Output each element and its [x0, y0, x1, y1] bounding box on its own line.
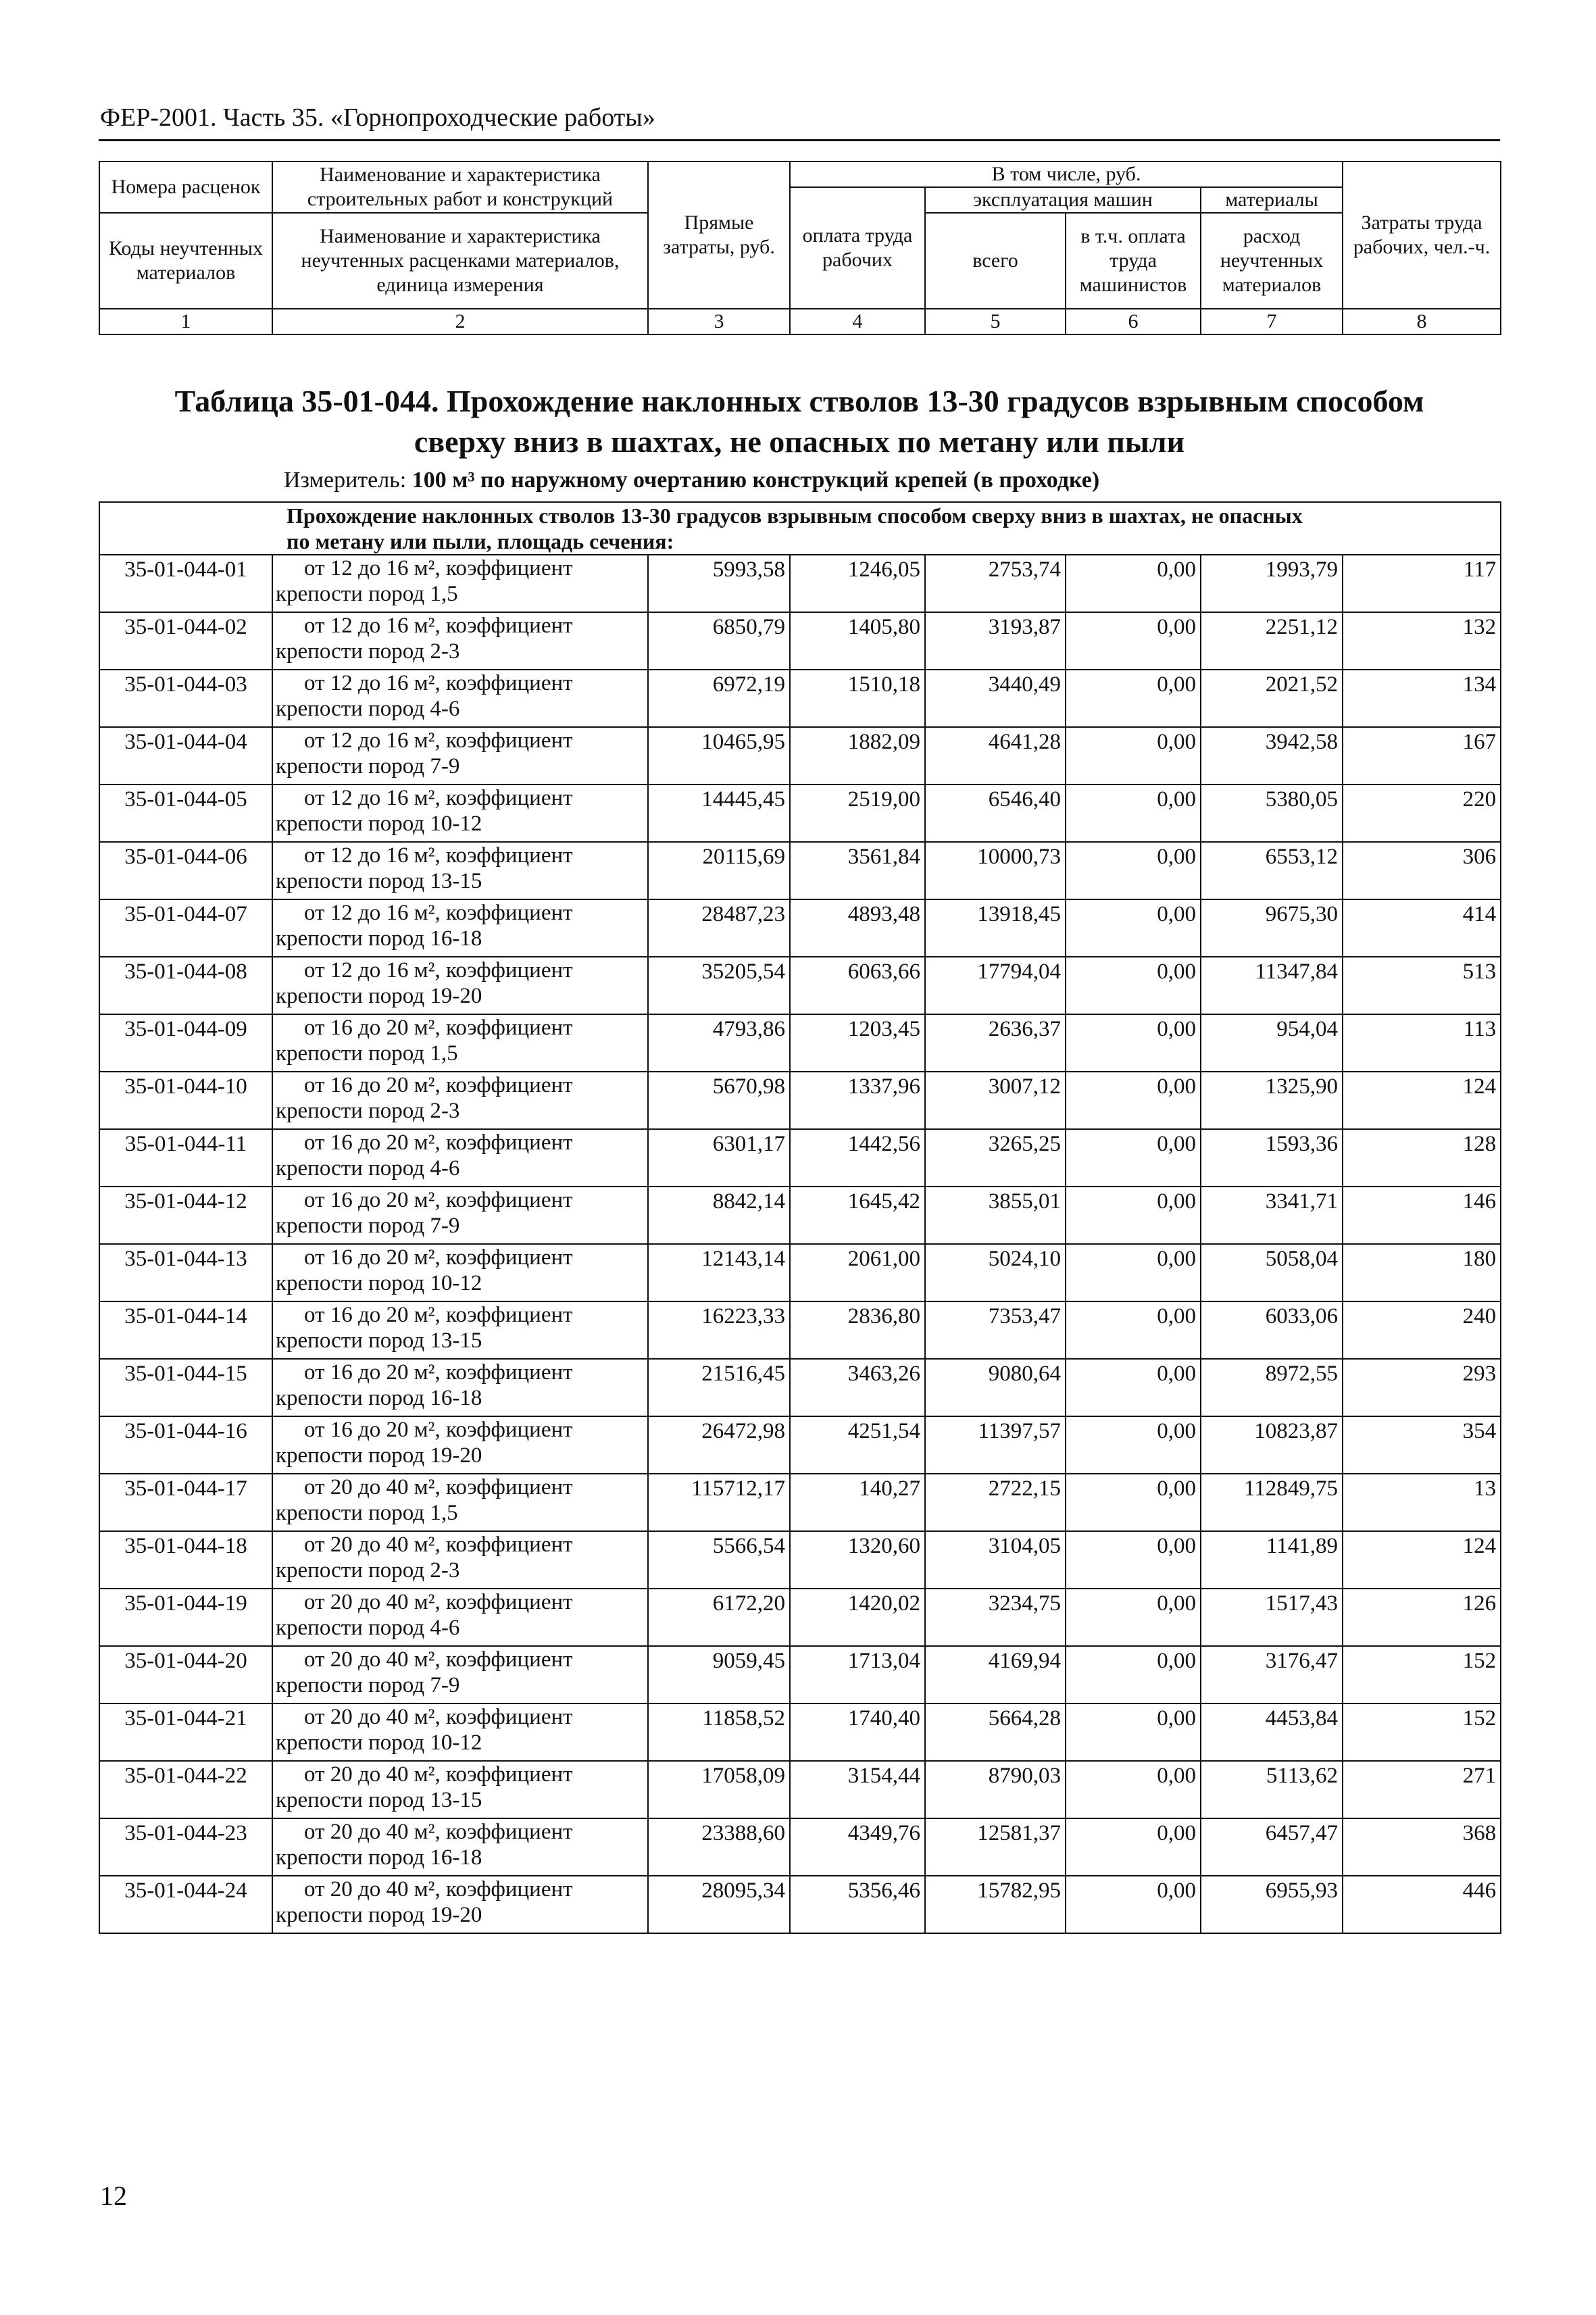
cell-labor: 180	[1343, 1244, 1501, 1301]
table-row	[99, 1072, 1501, 1129]
rate-description	[272, 1876, 648, 1933]
cell-materials: 6457,47	[1201, 1818, 1343, 1876]
table-row	[99, 1646, 1501, 1703]
rate-description	[272, 670, 648, 727]
rate-description-line: от 16 до 20 м², коэффициент	[304, 1303, 573, 1327]
cell-machines: 5024,10	[925, 1244, 1066, 1301]
table-title-line: сверху вниз в шахтах, не опасных по метану или пыли	[414, 424, 1185, 459]
cell-direct: 20115,69	[648, 842, 790, 899]
cell-machines: 3440,49	[925, 670, 1066, 727]
cell-direct: 11858,52	[648, 1703, 790, 1761]
cell-machinist: 0,00	[1066, 1818, 1201, 1876]
rate-description-line: от 12 до 16 м², коэффициент	[304, 556, 573, 580]
rate-description-line: крепости пород 13-15	[276, 869, 482, 893]
table-row	[99, 1876, 1501, 1933]
rate-description-line: от 16 до 20 м², коэффициент	[304, 1073, 573, 1097]
table-row	[99, 612, 1501, 670]
cell-machinist: 0,00	[1066, 1876, 1201, 1933]
cell-machinist: 0,00	[1066, 555, 1201, 612]
rate-description	[272, 1474, 648, 1531]
cell-labor: 152	[1343, 1646, 1501, 1703]
cell-labor: 368	[1343, 1818, 1501, 1876]
cell-machinist: 0,00	[1066, 727, 1201, 785]
header-rule	[99, 139, 1500, 141]
cell-wages: 3463,26	[790, 1359, 925, 1416]
rate-code: 35-01-044-03	[99, 670, 272, 727]
table-row	[99, 1244, 1501, 1301]
cell-materials: 6033,06	[1201, 1301, 1343, 1359]
rate-description-line: крепости пород 16-18	[276, 926, 482, 951]
cell-wages: 3154,44	[790, 1761, 925, 1818]
col-number: 2	[272, 309, 648, 334]
table-row	[99, 727, 1501, 785]
rate-description-line: от 20 до 40 м², коэффициент	[304, 1705, 573, 1729]
cell-labor: 513	[1343, 957, 1501, 1014]
cell-machinist: 0,00	[1066, 1014, 1201, 1072]
cell-direct: 4793,86	[648, 1014, 790, 1072]
rate-description-line: крепости пород 4-6	[276, 1156, 460, 1180]
header-name-top: Наименование и характеристика строительных работ и конструкций	[272, 161, 648, 213]
cell-machinist: 0,00	[1066, 957, 1201, 1014]
rate-description	[272, 957, 648, 1014]
page-number: 12	[100, 2181, 127, 2211]
rate-description-line: от 16 до 20 м², коэффициент	[304, 1360, 573, 1385]
cell-machines: 11397,57	[925, 1416, 1066, 1474]
cell-wages: 6063,66	[790, 957, 925, 1014]
rate-description-line: крепости пород 1,5	[276, 1041, 458, 1066]
rate-code: 35-01-044-14	[99, 1301, 272, 1359]
cell-machines: 8790,03	[925, 1761, 1066, 1818]
cell-labor: 124	[1343, 1072, 1501, 1129]
cell-labor: 293	[1343, 1359, 1501, 1416]
cell-wages: 1320,60	[790, 1531, 925, 1589]
cell-machines: 3855,01	[925, 1187, 1066, 1244]
rate-code: 35-01-044-19	[99, 1589, 272, 1646]
cell-materials: 3176,47	[1201, 1646, 1343, 1703]
rate-description-line: крепости пород 7-9	[276, 1673, 460, 1697]
cell-wages: 140,27	[790, 1474, 925, 1531]
cell-machinist: 0,00	[1066, 1301, 1201, 1359]
table-row	[99, 1129, 1501, 1187]
rate-description	[272, 1244, 648, 1301]
rate-code: 35-01-044-16	[99, 1416, 272, 1474]
rate-code: 35-01-044-12	[99, 1187, 272, 1244]
cell-direct: 17058,09	[648, 1761, 790, 1818]
rate-description	[272, 1818, 648, 1876]
col-number: 7	[1201, 309, 1343, 334]
cell-materials: 5058,04	[1201, 1244, 1343, 1301]
cell-labor: 220	[1343, 785, 1501, 842]
cell-machinist: 0,00	[1066, 1474, 1201, 1531]
rate-description	[272, 1129, 648, 1187]
cell-machines: 5664,28	[925, 1703, 1066, 1761]
cell-wages: 1442,56	[790, 1129, 925, 1187]
header-materials: материалы	[1201, 187, 1343, 213]
cell-labor: 113	[1343, 1014, 1501, 1072]
cell-wages: 1246,05	[790, 555, 925, 612]
cell-machines: 12581,37	[925, 1818, 1066, 1876]
rate-description	[272, 612, 648, 670]
rate-description-line: от 20 до 40 м², коэффициент	[304, 1820, 573, 1844]
rate-code: 35-01-044-20	[99, 1646, 272, 1703]
rate-code: 35-01-044-02	[99, 612, 272, 670]
rate-description-line: крепости пород 2-3	[276, 1099, 460, 1123]
table-row	[99, 555, 1501, 612]
col-number: 4	[790, 309, 925, 334]
section-heading-line: по метану или пыли, площадь сечения:	[286, 529, 674, 553]
table-row	[99, 1416, 1501, 1474]
header-code-top: Номера расценок	[99, 161, 272, 213]
rates-table	[99, 501, 1501, 1934]
rate-description-line: крепости пород 1,5	[276, 1501, 458, 1525]
table-row	[99, 1014, 1501, 1072]
rate-code: 35-01-044-04	[99, 727, 272, 785]
cell-labor: 134	[1343, 670, 1501, 727]
cell-machinist: 0,00	[1066, 670, 1201, 727]
rate-description-line: крепости пород 19-20	[276, 1443, 482, 1468]
rate-description-line: от 12 до 16 м², коэффициент	[304, 786, 573, 810]
section-heading-line: Прохождение наклонных стволов 13-30 градусов взрывным способом сверху вниз в шахтах, не опасных	[286, 503, 1303, 528]
cell-labor: 167	[1343, 727, 1501, 785]
rate-description-line: крепости пород 2-3	[276, 1558, 460, 1583]
table-row	[99, 1359, 1501, 1416]
header-materials-sub: расход неучтенных материалов	[1201, 213, 1343, 309]
meter-value: 100 м³ по наружному очертанию конструкций крепей (в проходке)	[412, 468, 1100, 493]
cell-materials: 5113,62	[1201, 1761, 1343, 1818]
rate-description	[272, 1301, 648, 1359]
header-name-bottom: Наименование и характеристика неучтенных расценками материалов, единица измерения	[272, 213, 648, 309]
rate-code: 35-01-044-23	[99, 1818, 272, 1876]
cell-machinist: 0,00	[1066, 1531, 1201, 1589]
meter-line	[284, 468, 1099, 493]
rate-description-line: от 16 до 20 м², коэффициент	[304, 1188, 573, 1212]
running-head: ФЕР-2001. Часть 35. «Горнопроходческие работы»	[100, 103, 655, 132]
cell-materials: 1141,89	[1201, 1531, 1343, 1589]
cell-labor: 117	[1343, 555, 1501, 612]
cell-labor: 146	[1343, 1187, 1501, 1244]
cell-wages: 1337,96	[790, 1072, 925, 1129]
rate-description	[272, 1359, 648, 1416]
cell-direct: 21516,45	[648, 1359, 790, 1416]
rate-code: 35-01-044-22	[99, 1761, 272, 1818]
header-wages: оплата труда рабочих	[790, 187, 925, 309]
cell-materials: 2021,52	[1201, 670, 1343, 727]
rate-description-line: от 20 до 40 м², коэффициент	[304, 1762, 573, 1787]
col-number: 6	[1066, 309, 1201, 334]
table-title	[99, 381, 1500, 462]
cell-machinist: 0,00	[1066, 1703, 1201, 1761]
rate-description-line: от 12 до 16 м², коэффициент	[304, 958, 573, 982]
cell-labor: 124	[1343, 1531, 1501, 1589]
cell-direct: 5670,98	[648, 1072, 790, 1129]
rate-description-line: от 12 до 16 м², коэффициент	[304, 671, 573, 695]
cell-direct: 23388,60	[648, 1818, 790, 1876]
cell-direct: 5993,58	[648, 555, 790, 612]
rate-description-line: крепости пород 7-9	[276, 1214, 460, 1238]
cell-machinist: 0,00	[1066, 1416, 1201, 1474]
cell-direct: 6850,79	[648, 612, 790, 670]
cell-machines: 4169,94	[925, 1646, 1066, 1703]
rate-code: 35-01-044-11	[99, 1129, 272, 1187]
rate-description-line: от 20 до 40 м², коэффициент	[304, 1647, 573, 1672]
table-row	[99, 899, 1501, 957]
rate-description-line: крепости пород 2-3	[276, 639, 460, 664]
rate-code: 35-01-044-21	[99, 1703, 272, 1761]
table-row	[99, 1531, 1501, 1589]
rate-description-line: от 12 до 16 м², коэффициент	[304, 728, 573, 753]
rate-description-line: крепости пород 19-20	[276, 984, 482, 1008]
cell-machinist: 0,00	[1066, 1072, 1201, 1129]
rate-description	[272, 1761, 648, 1818]
cell-direct: 6172,20	[648, 1589, 790, 1646]
cell-machines: 2636,37	[925, 1014, 1066, 1072]
rate-description	[272, 842, 648, 899]
cell-materials: 1993,79	[1201, 555, 1343, 612]
rate-code: 35-01-044-18	[99, 1531, 272, 1589]
rate-description	[272, 727, 648, 785]
cell-machinist: 0,00	[1066, 612, 1201, 670]
cell-wages: 1645,42	[790, 1187, 925, 1244]
cell-direct: 8842,14	[648, 1187, 790, 1244]
cell-machines: 2753,74	[925, 555, 1066, 612]
rate-description	[272, 1703, 648, 1761]
table-row	[99, 670, 1501, 727]
cell-materials: 2251,12	[1201, 612, 1343, 670]
col-number: 5	[925, 309, 1066, 334]
cell-wages: 2061,00	[790, 1244, 925, 1301]
cell-wages: 1420,02	[790, 1589, 925, 1646]
table-row	[99, 1818, 1501, 1876]
header-direct: Прямые затраты, руб.	[648, 161, 790, 309]
cell-wages: 1882,09	[790, 727, 925, 785]
cell-labor: 152	[1343, 1703, 1501, 1761]
cell-wages: 4893,48	[790, 899, 925, 957]
cell-wages: 3561,84	[790, 842, 925, 899]
rate-description-line: крепости пород 16-18	[276, 1845, 482, 1870]
rate-description-line: крепости пород 7-9	[276, 754, 460, 778]
cell-labor: 128	[1343, 1129, 1501, 1187]
table-row	[99, 1187, 1501, 1244]
rate-description-line: крепости пород 10-12	[276, 812, 482, 836]
cell-materials: 10823,87	[1201, 1416, 1343, 1474]
cell-materials: 11347,84	[1201, 957, 1343, 1014]
cell-labor: 414	[1343, 899, 1501, 957]
rate-description-line: от 16 до 20 м², коэффициент	[304, 1016, 573, 1040]
rate-description-line: от 12 до 16 м², коэффициент	[304, 843, 573, 868]
header-machines: эксплуатация машин	[925, 187, 1201, 213]
rate-code: 35-01-044-09	[99, 1014, 272, 1072]
cell-materials: 3341,71	[1201, 1187, 1343, 1244]
header-code-bottom: Коды неучтенных материалов	[99, 213, 272, 309]
rate-description-line: от 20 до 40 м², коэффициент	[304, 1590, 573, 1614]
rate-description-line: от 16 до 20 м², коэффициент	[304, 1418, 573, 1442]
table-row	[99, 1474, 1501, 1531]
cell-labor: 132	[1343, 612, 1501, 670]
rate-code: 35-01-044-24	[99, 1876, 272, 1933]
table-row	[99, 842, 1501, 899]
header-machinist-wages: в т.ч. оплата труда машинистов	[1066, 213, 1201, 309]
cell-wages: 1740,40	[790, 1703, 925, 1761]
cell-machinist: 0,00	[1066, 842, 1201, 899]
header-labor: Затраты труда рабочих, чел.-ч.	[1343, 161, 1501, 309]
cell-materials: 1593,36	[1201, 1129, 1343, 1187]
cell-labor: 271	[1343, 1761, 1501, 1818]
rate-description-line: от 20 до 40 м², коэффициент	[304, 1475, 573, 1499]
cell-materials: 9675,30	[1201, 899, 1343, 957]
cell-wages: 4251,54	[790, 1416, 925, 1474]
cell-labor: 446	[1343, 1876, 1501, 1933]
meter-label: Измеритель:	[284, 468, 407, 493]
section-heading	[99, 502, 1501, 555]
cell-machines: 3265,25	[925, 1129, 1066, 1187]
rate-code: 35-01-044-07	[99, 899, 272, 957]
rate-description-line: от 16 до 20 м², коэффициент	[304, 1130, 573, 1155]
cell-direct: 5566,54	[648, 1531, 790, 1589]
rate-description	[272, 1072, 648, 1129]
cell-labor: 306	[1343, 842, 1501, 899]
table-row	[99, 1703, 1501, 1761]
header-incl: В том числе, руб.	[790, 161, 1343, 187]
rate-description-line: от 12 до 16 м², коэффициент	[304, 614, 573, 638]
rate-description	[272, 1531, 648, 1589]
cell-machinist: 0,00	[1066, 899, 1201, 957]
cell-materials: 3942,58	[1201, 727, 1343, 785]
cell-materials: 5380,05	[1201, 785, 1343, 842]
cell-machines: 10000,73	[925, 842, 1066, 899]
cell-machines: 15782,95	[925, 1876, 1066, 1933]
cell-labor: 354	[1343, 1416, 1501, 1474]
cell-machines: 9080,64	[925, 1359, 1066, 1416]
cell-materials: 6553,12	[1201, 842, 1343, 899]
rate-code: 35-01-044-05	[99, 785, 272, 842]
rate-description-line: от 20 до 40 м², коэффициент	[304, 1533, 573, 1557]
cell-direct: 28095,34	[648, 1876, 790, 1933]
cell-direct: 14445,45	[648, 785, 790, 842]
cell-machinist: 0,00	[1066, 1187, 1201, 1244]
rate-description	[272, 1589, 648, 1646]
col-number: 1	[99, 309, 272, 334]
rate-description	[272, 555, 648, 612]
cell-machines: 17794,04	[925, 957, 1066, 1014]
table-row	[99, 1301, 1501, 1359]
rate-description-line: крепости пород 13-15	[276, 1328, 482, 1353]
table-title-line: Таблица 35-01-044. Прохождение наклонных стволов 13-30 градусов взрывным способом	[174, 384, 1424, 418]
cell-materials: 6955,93	[1201, 1876, 1343, 1933]
cell-machines: 2722,15	[925, 1474, 1066, 1531]
cell-materials: 112849,75	[1201, 1474, 1343, 1531]
cell-machinist: 0,00	[1066, 1359, 1201, 1416]
rate-code: 35-01-044-17	[99, 1474, 272, 1531]
cell-wages: 1405,80	[790, 612, 925, 670]
rate-description	[272, 1014, 648, 1072]
cell-machinist: 0,00	[1066, 1646, 1201, 1703]
cell-labor: 126	[1343, 1589, 1501, 1646]
table-row	[99, 1761, 1501, 1818]
col-number: 3	[648, 309, 790, 334]
rate-description	[272, 1646, 648, 1703]
cell-machines: 7353,47	[925, 1301, 1066, 1359]
table-row	[99, 1589, 1501, 1646]
rate-description	[272, 1187, 648, 1244]
cell-direct: 28487,23	[648, 899, 790, 957]
cell-labor: 13	[1343, 1474, 1501, 1531]
rate-description	[272, 1416, 648, 1474]
cell-machines: 3007,12	[925, 1072, 1066, 1129]
table-row	[99, 957, 1501, 1014]
rate-code: 35-01-044-06	[99, 842, 272, 899]
rate-description-line: крепости пород 4-6	[276, 1616, 460, 1640]
cell-direct: 6301,17	[648, 1129, 790, 1187]
rate-description-line: крепости пород 4-6	[276, 697, 460, 721]
cell-machinist: 0,00	[1066, 785, 1201, 842]
cell-wages: 1713,04	[790, 1646, 925, 1703]
column-header-table	[99, 161, 1501, 335]
rate-code: 35-01-044-10	[99, 1072, 272, 1129]
rate-description	[272, 785, 648, 842]
header-machines-total: всего	[925, 213, 1066, 309]
cell-machinist: 0,00	[1066, 1589, 1201, 1646]
rate-description-line: от 16 до 20 м², коэффициент	[304, 1245, 573, 1270]
cell-wages: 2836,80	[790, 1301, 925, 1359]
cell-direct: 26472,98	[648, 1416, 790, 1474]
col-number: 8	[1343, 309, 1501, 334]
rate-description-line: крепости пород 19-20	[276, 1903, 482, 1927]
cell-wages: 1510,18	[790, 670, 925, 727]
rate-code: 35-01-044-15	[99, 1359, 272, 1416]
rate-description-line: крепости пород 1,5	[276, 582, 458, 606]
rate-code: 35-01-044-01	[99, 555, 272, 612]
cell-machines: 3104,05	[925, 1531, 1066, 1589]
cell-materials: 954,04	[1201, 1014, 1343, 1072]
cell-machines: 13918,45	[925, 899, 1066, 957]
cell-machines: 4641,28	[925, 727, 1066, 785]
cell-materials: 8972,55	[1201, 1359, 1343, 1416]
cell-wages: 1203,45	[790, 1014, 925, 1072]
rate-code: 35-01-044-08	[99, 957, 272, 1014]
cell-wages: 5356,46	[790, 1876, 925, 1933]
cell-machines: 3193,87	[925, 612, 1066, 670]
cell-materials: 1517,43	[1201, 1589, 1343, 1646]
cell-direct: 115712,17	[648, 1474, 790, 1531]
rate-description-line: крепости пород 10-12	[276, 1271, 482, 1295]
cell-labor: 240	[1343, 1301, 1501, 1359]
cell-materials: 1325,90	[1201, 1072, 1343, 1129]
cell-machinist: 0,00	[1066, 1244, 1201, 1301]
table-row	[99, 785, 1501, 842]
rate-description-line: крепости пород 10-12	[276, 1731, 482, 1755]
cell-wages: 4349,76	[790, 1818, 925, 1876]
cell-direct: 16223,33	[648, 1301, 790, 1359]
cell-direct: 10465,95	[648, 727, 790, 785]
cell-direct: 6972,19	[648, 670, 790, 727]
rate-description	[272, 899, 648, 957]
cell-machinist: 0,00	[1066, 1129, 1201, 1187]
rate-description-line: крепости пород 13-15	[276, 1788, 482, 1812]
cell-machinist: 0,00	[1066, 1761, 1201, 1818]
cell-direct: 9059,45	[648, 1646, 790, 1703]
cell-direct: 12143,14	[648, 1244, 790, 1301]
rate-code: 35-01-044-13	[99, 1244, 272, 1301]
cell-wages: 2519,00	[790, 785, 925, 842]
rate-description-line: от 12 до 16 м², коэффициент	[304, 901, 573, 925]
cell-machines: 6546,40	[925, 785, 1066, 842]
cell-materials: 4453,84	[1201, 1703, 1343, 1761]
rate-description-line: крепости пород 16-18	[276, 1386, 482, 1410]
cell-machines: 3234,75	[925, 1589, 1066, 1646]
rate-description-line: от 20 до 40 м², коэффициент	[304, 1877, 573, 1901]
cell-direct: 35205,54	[648, 957, 790, 1014]
